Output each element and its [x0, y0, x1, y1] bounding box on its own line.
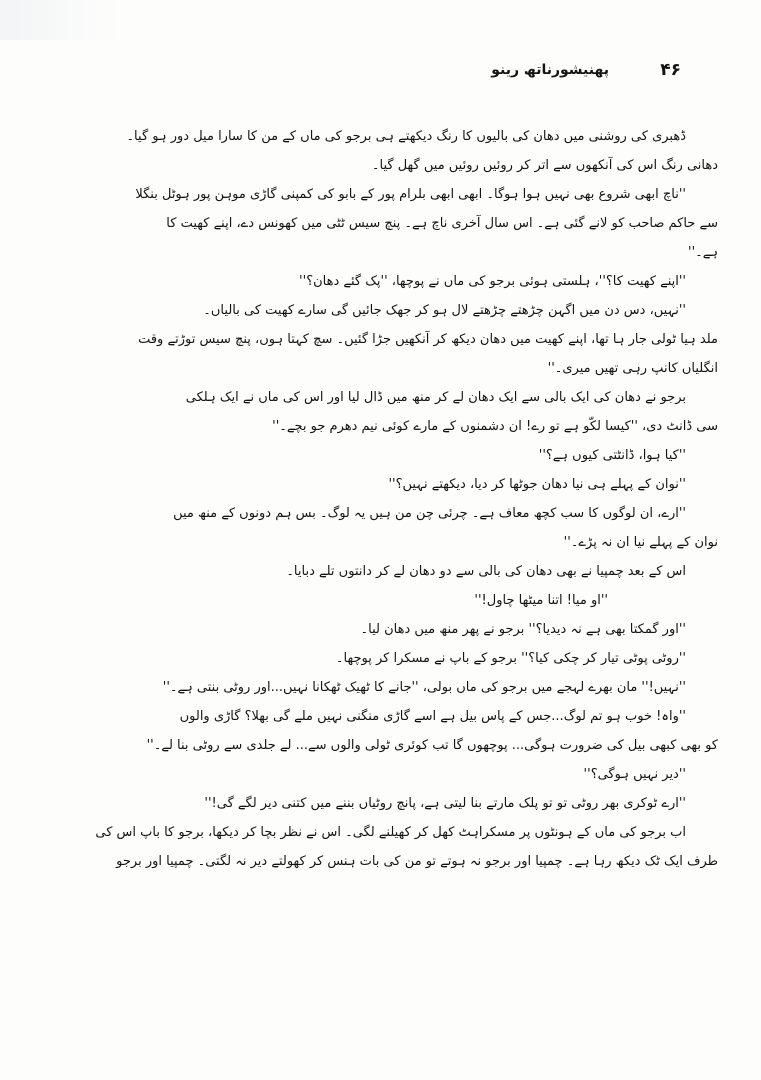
text-line: ڈھبری کی روشنی میں دھان کی بالیوں کا رنگ دیکھتے ہی برجو کی ماں کے من کا سارا میل دور ہو گیا۔	[126, 129, 686, 144]
scan-smudge	[0, 0, 120, 40]
text-line: نوان کے پہلے نیا ان نہ پڑے۔''	[563, 535, 718, 550]
page-header	[81, 60, 681, 90]
text-line: انگلیاں کانپ رہی تھیں میری۔''	[547, 361, 718, 376]
text-line: ''نوان کے پہلے ہی نیا دھان جوٹھا کر دیا، دیکھتے نہیں؟''	[388, 477, 686, 492]
text-line: ''اپنے کھیت کا؟''، ہلستی ہوئی برجو کی ماں نے پوچھا، ''پک گئے دھان؟''	[299, 274, 686, 289]
text-line: ''ناچ ابھی شروع بھی نہیں ہوا ہوگا۔ ابھی ابھی بلرام پور کے بابو کی کمپنی گاڑی موہن پور ہوٹل بنگلا	[135, 187, 686, 202]
page-number: ۴۶	[660, 60, 681, 80]
text-line: ''اور گمکتا بھی ہے نہ دیدیا؟'' برجو نے پھر منھ میں دھان لیا۔	[360, 622, 686, 637]
text-line: طرف ایک ٹک دیکھ رہا ہے۔ چمپیا اور برجو نہ ہوتے تو من کی بات ہنس کر کھولتے دیر نہ لگتی۔ چمپیا اور برجو	[116, 854, 718, 869]
text-line: سی ڈانٹ دی، ''کیسا لکّو ہے تو رے! ان دشمنوں کے مارے کوئی نیم دھرم جو بچے۔''	[272, 419, 718, 434]
text-line: ''کیا ہوا، ڈانٹتی کیوں ہے؟''	[538, 448, 686, 463]
text-line: ''نہیں، دس دن میں اگہن چڑھتے چڑھتے لال ہو کر جھک جائیں گی سارے کھیت کی بالیاں۔	[203, 303, 686, 318]
body-text	[52, 122, 718, 876]
text-line: اب برجو کی ماں کے ہونٹوں پر مسکراہٹ کھل کر کھیلنے لگی۔ اس نے نظر بچا کر دیکھا، برجو کا باپ اس کی	[95, 825, 686, 840]
text-line: ہے۔''	[688, 245, 718, 260]
text-line: ملد ہیا ٹولی جار ہا تھا، اپنے کھیت میں دھان دیکھ کر آنکھیں جڑا گئیں۔ سچ کہتا ہوں، پنچ سیس توڑتے وقت	[138, 332, 718, 347]
text-line: دھانی رنگ اس کی آنکھوں سے اتر کر روئیں روئیں میں گھل گیا۔	[371, 158, 718, 173]
text-line: ''ارے ٹوکری بھر روٹی تو تو پلک مارتے بنا لیتی ہے، پانچ روٹیاں بننے میں کتنی دیر لگے گی!''	[204, 796, 686, 811]
text-line: کو بھی کبھی بیل کی ضرورت ہوگی... پوچھوں گا تب کوئری ٹولی والوں سے... لے جلدی سے روٹی بنا لے۔''	[146, 738, 718, 753]
text-line: ''نہیں!'' مان بھرے لہجے میں برجو کی ماں بولی، ''جانے کا ٹھیک ٹھکانا نہیں...اور روٹی بنتی ہے۔''	[162, 680, 686, 695]
text-line: برجو نے دھان کی ایک بالی سے ایک دھان لے کر منھ میں ڈال لیا اور اس کی ماں نے ایک ہلکی	[185, 390, 686, 405]
text-line: ''دیر نہیں ہوگی؟''	[583, 767, 686, 782]
text-line: ''واہ! خوب ہو تم لوگ...جس کے پاس بیل ہے اسے گاڑی منگنی نہیں ملے گی بھلا؟ گاڑی والوں	[179, 709, 686, 724]
text-line: سے حاکم صاحب کو لانے گئی ہے۔ اس سال آخری ناچ ہے۔ پنچ سیس ٹٹی میں کھونس دے، اپنے کھیت کا	[166, 216, 718, 231]
running-title: پھنیشورناتھ رینو	[491, 62, 609, 78]
text-line: ''ارے، ان لوگوں کا سب کچھ معاف ہے۔ چرئی چن من ہیں یہ لوگ۔ بس ہم دونوں کے منھ میں	[173, 506, 686, 521]
text-line: ''او میا! اتنا میٹھا چاول!''	[474, 593, 608, 608]
text-line: اس کے بعد چمپیا نے بھی دھان کی بالی سے دو دھان لے کر دانتوں تلے دبایا۔	[286, 564, 686, 579]
text-line: ''روٹی پوٹی تیار کر چکی کیا؟'' برجو کے باپ نے مسکرا کر پوچھا۔	[335, 651, 686, 666]
